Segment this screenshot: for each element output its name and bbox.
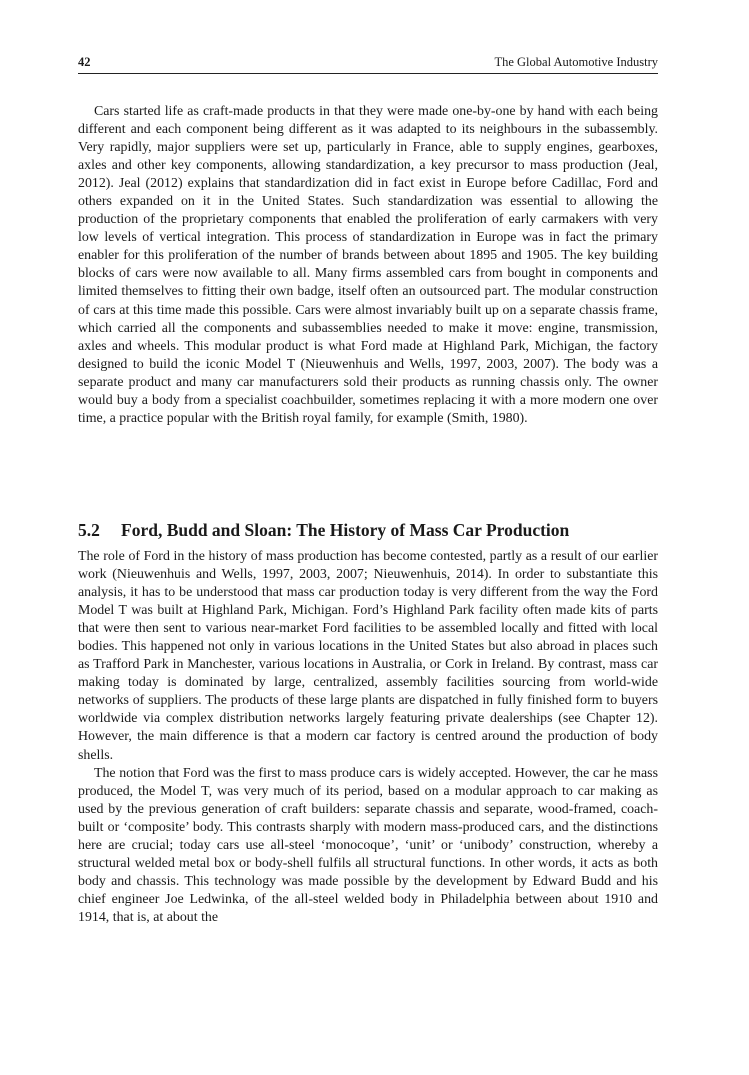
section-paragraph-1: The role of Ford in the history of mass production has become contested, partly as a result of our earlier work (Nieuwenhuis and Wells, 1997, 2003, 2007; Nieuwenhuis, 2014). In order to substantiate this analysis, it has to be understood that mass car production today is very different from the way the Ford Model T was built at Highland Park, Michigan. Ford’s Highland Park facility often made kits of parts that were then sent to various near-market Ford facilities to be assembled locally and fitted with local bodies. This happened not only in various locations in the United States but also abroad in places such as Trafford Park in Manchester, various locations in Australia, or Cork in Ireland. By contrast, mass car making today is dominated by large, centralized, assembly facilities sourcing from world-wide networks of suppliers. The products of these large plants are dispatched in fully finished form to buyers worldwide via complex distribution networks largely featuring private dealerships (see Chapter 12). However, the main difference is that a modern car factory is centred around the production of body shells. [78, 549, 658, 763]
running-head [78, 55, 658, 74]
page-number: 42 [78, 55, 91, 69]
intro-paragraph: Cars started life as craft-made products in that they were made one-by-one by hand with each being different and each component being different as it was adapted to its neighbours in the subassembly. Very rapidly, major suppliers were set up, particularly in France, able to supply engines, gearboxes, axles and other key components, allowing standardization, a key precursor to mass production (Jeal, 2012). Jeal (2012) explains that standardization did in fact exist in Europe before Cadillac, Ford and others expanded on it in the United States. Such standardization was essential to allowing the production of the proprietary components that enabled the proliferation of early carmakers with very low levels of vertical integration. This process of standardization in Europe was in fact the primary enabler for this proliferation of the number of brands between about 1895 and 1905. The key building blocks of cars were now available to all. Many firms assembled cars from bought in components and limited themselves to fitting their own badge, itself often an outsourced part. The modular construction of cars at this time made this possible. Cars were almost invariably built up on a separate chassis frame, which carried all the components and subassemblies needed to make it move: engine, transmission, axles and wheels. This modular product is what Ford made at Highland Park, Michigan, the factory designed to build the iconic Model T (Nieuwenhuis and Wells, 1997, 2003, 2007). The body was a separate product and many car manufacturers sold their products as running chassis only. The owner would buy a body from a specialist coachbuilder, sometimes replacing it with a more modern one over time, a practice popular with the British royal family, for example (Smith, 1980). [78, 104, 658, 426]
section-text-block [78, 548, 658, 927]
section-heading [78, 519, 658, 541]
section-title: Ford, Budd and Sloan: The History of Mass Car Production [121, 520, 570, 540]
intro-text-block [78, 103, 658, 428]
book-title: The Global Automotive Industry [494, 55, 658, 69]
section-number: 5.2 [78, 520, 100, 540]
section-paragraph-2: The notion that Ford was the first to mass produce cars is widely accepted. However, the car he mass produced, the Model T, was very much of its period, based on a modular approach to car making as used by the previous generation of craft builders: separate chassis and separate, wood-framed, coach-built or ‘composite’ body. This contrasts sharply with modern mass-produced cars, and the distinctions here are crucial; today cars use all-steel ‘monocoque’, ‘unit’ or ‘unibody’ construction, whereby a structural welded metal box or body-shell fulfils all structural functions. In other words, it acts as both body and chassis. This technology was made possible by the development by Edward Budd and his chief engineer Joe Ledwinka, of the all-steel welded body in Philadelphia between about 1910 and 1914, that is, at about the [78, 765, 658, 925]
